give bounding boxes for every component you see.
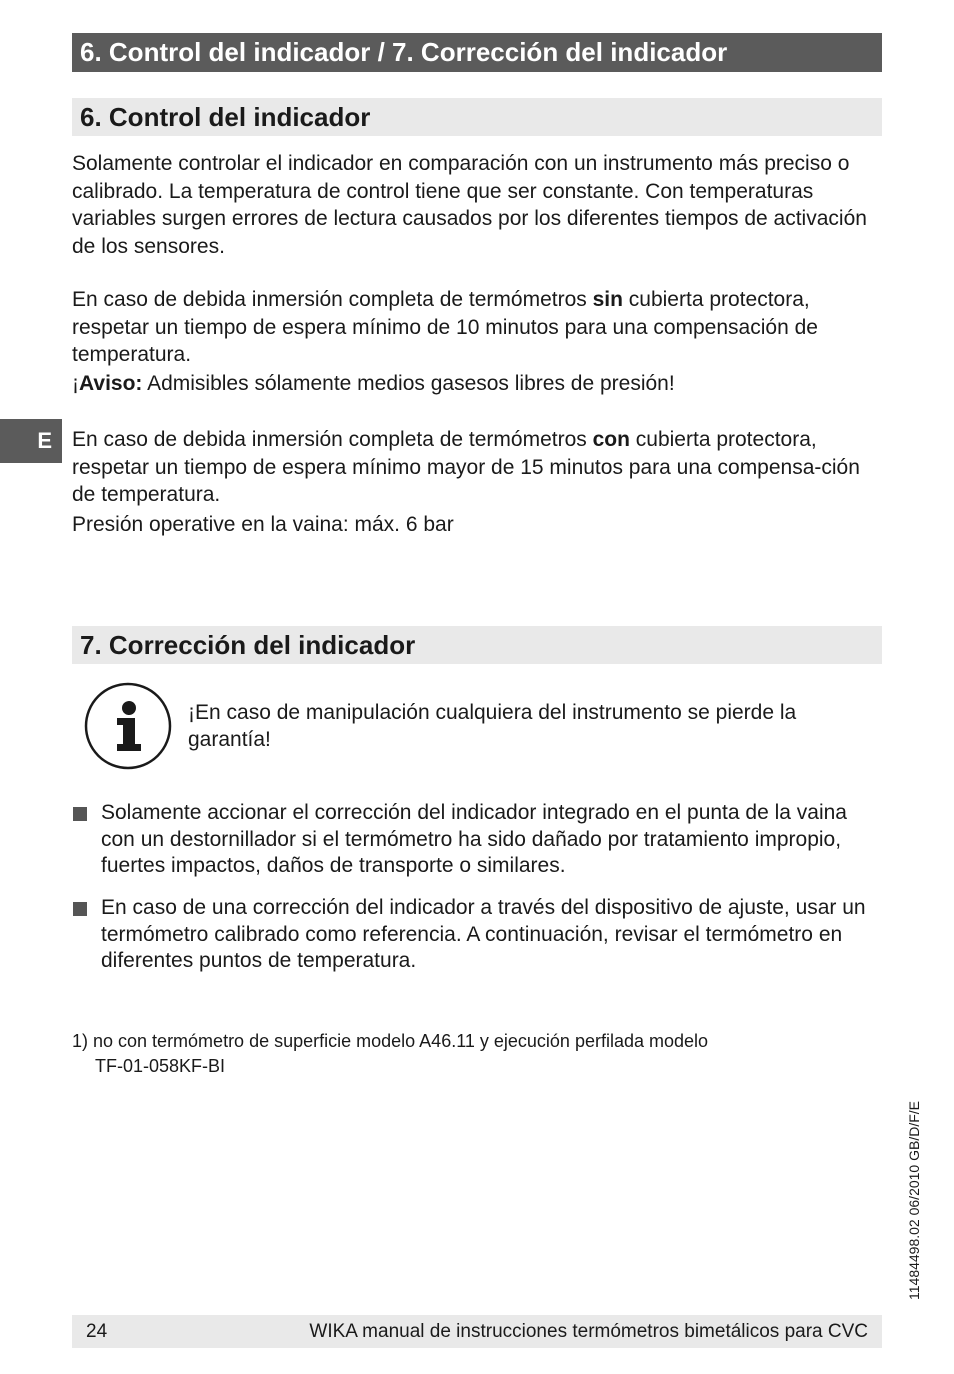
footnote-line-2: TF-01-058KF-BI bbox=[95, 1056, 226, 1076]
section-7-heading: 7. Corrección del indicador bbox=[80, 630, 416, 660]
section-6-heading: 6. Control del indicador bbox=[80, 102, 371, 132]
aviso-label: Aviso: bbox=[79, 372, 143, 395]
info-circle-icon bbox=[84, 682, 172, 770]
page-number: 24 bbox=[86, 1320, 108, 1342]
page-footer bbox=[72, 1315, 882, 1348]
chapter-header bbox=[72, 33, 882, 72]
footnote bbox=[72, 1029, 882, 1079]
language-tab bbox=[0, 419, 62, 463]
pressure-note: Presión operative en la vaina: máx. 6 bar bbox=[72, 513, 454, 536]
square-bullet-icon bbox=[73, 902, 87, 916]
chapter-title: 6. Control del indicador / 7. Corrección del indicador bbox=[80, 37, 728, 67]
aviso-note: ¡Aviso: Admisibles sólamente medios gasesos libres de presión! bbox=[72, 372, 675, 395]
footer-title: WIKA manual de instrucciones termómetros bimetálicos para CVC bbox=[309, 1320, 868, 1342]
warranty-notice: ¡En caso de manipulación cualquiera del instrumento se pierde la garantía! bbox=[188, 701, 797, 751]
section-6-paragraph-1: Solamente controlar el indicador en comparación con un instrumento más preciso o calibrado. La temperatura de control tiene que ser constante. Con temperaturas variables surgen errores de lectura causados por los diferentes tiempos de activación de los sensores. bbox=[72, 152, 867, 258]
section-6-paragraph-3: En caso de debida inmersión completa de termómetros con cubierta protectora, respetar un tiempo de espera mínimo mayor de 15 minutos para una compensa-ción de temperatura. bbox=[72, 428, 860, 506]
section-6-paragraph-2: En caso de debida inmersión completa de termómetros sin cubierta protectora, respetar un tiempo de espera mínimo de 10 minutos para una compensación de temperatura. bbox=[72, 288, 818, 366]
list-item-text: Solamente accionar el corrección del indicador integrado en el punta de la vaina con un destornillador si el termómetro ha sido dañado por tratamiento impropio, fuertes impactos, daños de transporte o similares. bbox=[101, 801, 847, 877]
document-code: 11484498.02 06/2010 GB/D/F/E bbox=[906, 1101, 922, 1300]
section-6-heading-bar bbox=[72, 98, 882, 136]
list-item bbox=[72, 800, 882, 880]
section-7-heading-bar bbox=[72, 626, 882, 664]
list-item bbox=[72, 895, 882, 975]
language-tab-label: E bbox=[37, 428, 52, 453]
footnote-line-1: 1) no con termómetro de superficie modelo A46.11 y ejecución perfilada modelo bbox=[72, 1031, 709, 1051]
list-item-text: En caso de una corrección del indicador a través del dispositivo de ajuste, usar un termómetro calibrado como referencia. A continuación, revisar el termómetro en diferentes puntos de temperatura. bbox=[101, 896, 866, 972]
bold-con: con bbox=[592, 428, 630, 451]
square-bullet-icon bbox=[73, 807, 87, 821]
bold-sin: sin bbox=[592, 288, 623, 311]
